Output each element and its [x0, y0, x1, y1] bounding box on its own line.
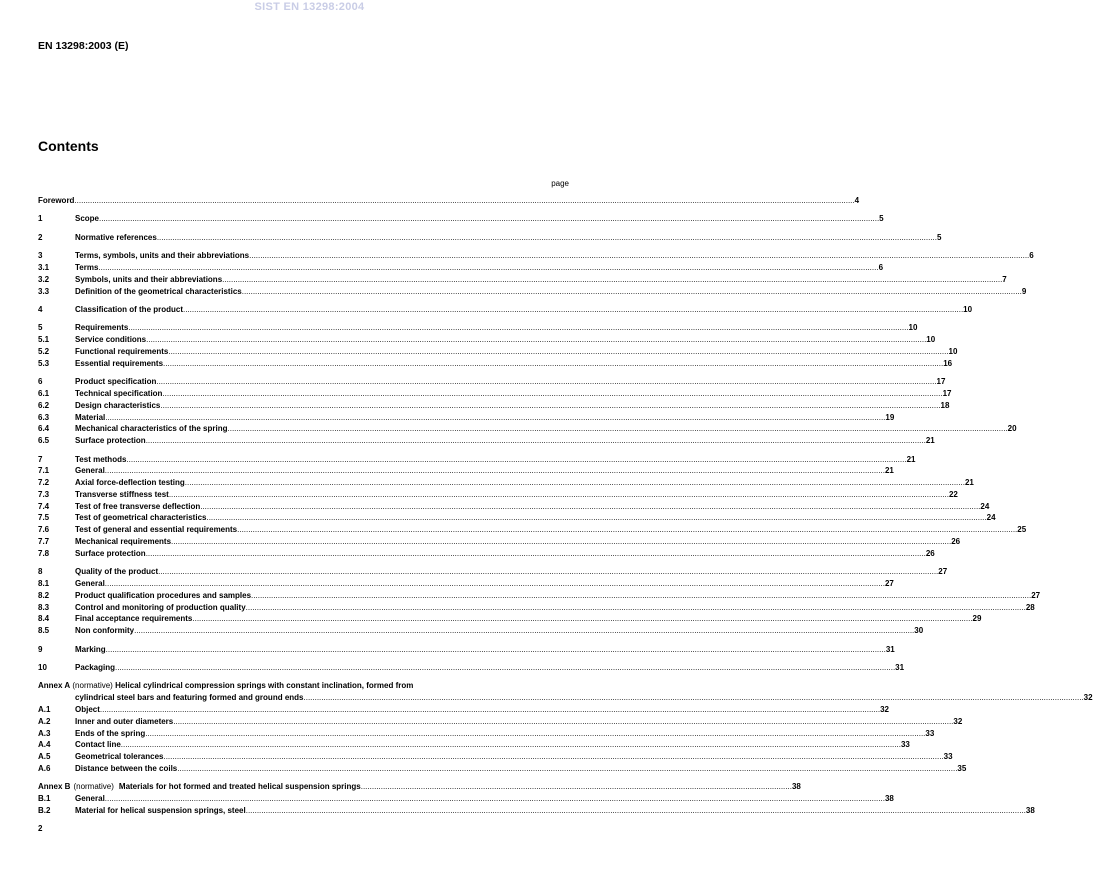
- toc-entry-number: 8.5: [38, 626, 50, 636]
- leader-dots: [105, 793, 885, 805]
- toc-entry[interactable]: [38, 716, 963, 728]
- toc-entry-page: 30: [914, 626, 924, 636]
- toc-entry-page: 38: [884, 794, 894, 804]
- leader-dots: [185, 477, 965, 489]
- leader-dots: [145, 728, 925, 740]
- toc-entry-number: 7.8: [38, 548, 50, 558]
- toc-entry-page: 33: [900, 740, 910, 750]
- contents-title: Contents: [38, 138, 99, 154]
- toc-entry-number: A.2: [38, 716, 51, 726]
- toc-entry-page: 21: [925, 436, 935, 446]
- leader-dots: [157, 232, 937, 244]
- toc-entry[interactable]: [38, 625, 924, 637]
- toc-entry[interactable]: [38, 692, 1093, 704]
- annex-a-normative: (normative): [72, 681, 113, 691]
- toc-entry-title: Normative references: [75, 232, 157, 242]
- toc-entry-number: 7.4: [38, 501, 50, 511]
- toc-entry-title: Technical specification: [75, 388, 163, 398]
- toc-entry[interactable]: [38, 704, 889, 716]
- toc-entry-page: 10: [926, 335, 936, 345]
- toc-entry-title: Service conditions: [75, 335, 147, 345]
- leader-dots: [74, 195, 854, 207]
- toc-entry-title: Control and monitoring of production quality: [75, 602, 246, 612]
- toc-entry-number: 6.3: [38, 412, 50, 422]
- toc-entry-number: 6.2: [38, 400, 50, 410]
- leader-dots: [106, 644, 886, 656]
- toc-entry-title: General: [75, 579, 105, 589]
- toc-entry-number: 8: [38, 567, 43, 577]
- toc-entry[interactable]: [38, 250, 1034, 262]
- toc-entry[interactable]: [38, 388, 952, 400]
- toc-entry-title: Material: [75, 412, 106, 422]
- toc-entry[interactable]: [38, 793, 894, 805]
- toc-entry-title: Terms, symbols, units and their abbreviations: [75, 251, 250, 261]
- toc-entry[interactable]: [38, 512, 996, 524]
- toc-entry-title: Foreword: [38, 196, 75, 205]
- toc-entry-title: General: [75, 794, 105, 804]
- annex-b-heading[interactable]: [38, 781, 801, 793]
- toc-entry-title: Object: [75, 705, 100, 715]
- toc-entry-title: Distance between the coils: [75, 764, 178, 773]
- toc-entry-title: Geometrical tolerances: [75, 752, 164, 762]
- toc-entry[interactable]: [38, 613, 982, 625]
- leader-dots: [249, 250, 1029, 262]
- toc-entry-title: Packaging: [75, 663, 116, 673]
- table-of-contents: [38, 195, 1093, 817]
- toc-entry-page: 26: [925, 548, 935, 558]
- toc-entry[interactable]: [38, 454, 916, 466]
- toc-entry-number: 10: [38, 663, 47, 673]
- toc-entry-page: 21: [884, 466, 894, 476]
- toc-entry[interactable]: [38, 501, 990, 513]
- toc-entry-number: 6: [38, 377, 43, 387]
- annex-b-title: Materials for hot formed and treated helical suspension springs: [118, 782, 361, 792]
- leader-dots: [237, 524, 1017, 536]
- toc-entry-page: 27: [938, 567, 948, 577]
- leader-dots: [183, 304, 963, 316]
- leader-dots: [163, 751, 943, 763]
- toc-entry-page: 32: [880, 705, 889, 715]
- leader-dots: [206, 512, 986, 524]
- toc-entry-number: 6.1: [38, 388, 50, 398]
- toc-entry-number: 6.4: [38, 424, 50, 434]
- toc-entry-number: 7.6: [38, 525, 50, 535]
- toc-entry-number: 3: [38, 251, 43, 261]
- toc-entry-title: Product qualification procedures and samples: [75, 590, 252, 600]
- toc-entry-title: Classification of the product: [75, 304, 184, 314]
- toc-entry-title: Design characteristics: [75, 400, 161, 410]
- leader-dots: [121, 739, 901, 751]
- toc-entry-page: 21: [964, 478, 974, 488]
- toc-entry[interactable]: [38, 400, 950, 412]
- annex-a-page: 32: [1083, 693, 1093, 703]
- leader-dots: [158, 566, 938, 578]
- leader-dots: [146, 435, 926, 447]
- leader-dots: [160, 400, 940, 412]
- toc-entry-number: 3.3: [38, 286, 50, 296]
- toc-entry[interactable]: [38, 644, 895, 656]
- toc-entry-number: 4: [38, 304, 43, 314]
- toc-entry-page: 24: [986, 513, 996, 523]
- toc-entry-title: Test of free transverse deflection: [75, 501, 201, 511]
- toc-entry-page: 33: [943, 752, 953, 762]
- leader-dots: [251, 590, 1031, 602]
- toc-entry-page: 10: [948, 346, 958, 356]
- toc-entry-title: General: [75, 466, 105, 476]
- toc-entry-number: 3.2: [38, 274, 50, 284]
- leader-dots: [99, 213, 879, 225]
- toc-entry[interactable]: [38, 358, 953, 370]
- toc-entry-number: 6.5: [38, 436, 50, 446]
- leader-dots: [134, 625, 914, 637]
- toc-entry[interactable]: [38, 304, 973, 316]
- toc-entry-title: Product specification: [75, 377, 157, 387]
- toc-entry[interactable]: [38, 376, 946, 388]
- toc-entry-title: Test methods: [75, 454, 127, 464]
- toc-entry-page: 29: [972, 614, 982, 624]
- annex-a-title-line1[interactable]: Helical cylindrical compression springs with constant inclination, formed from: [115, 681, 414, 691]
- toc-entry-page: 5: [936, 232, 942, 242]
- toc-entry[interactable]: [38, 602, 1035, 614]
- toc-entry-title: Contact line: [75, 740, 121, 750]
- toc-entry-number: 2: [38, 232, 43, 242]
- toc-entry-number: A.3: [38, 728, 51, 738]
- toc-entry-page: 16: [943, 358, 953, 368]
- toc-entry-page: 9: [1021, 286, 1027, 296]
- toc-entry-title: Material for helical suspension springs, steel: [75, 805, 246, 815]
- leader-dots: [246, 602, 1026, 614]
- toc-entry-number: 8.2: [38, 590, 50, 600]
- toc-entry-number: 8.1: [38, 579, 50, 589]
- leader-dots: [115, 662, 895, 674]
- toc-entry-page: 22: [948, 489, 958, 499]
- leader-dots: [242, 286, 1022, 298]
- toc-entry-page: 25: [1017, 525, 1027, 535]
- leader-dots: [171, 536, 951, 548]
- leader-dots: [163, 358, 943, 370]
- toc-entry-page: 20: [1007, 424, 1017, 434]
- toc-entry-page: 33: [925, 728, 935, 738]
- leader-dots: [128, 322, 908, 334]
- leader-dots: [304, 692, 1084, 704]
- toc-entry[interactable]: [38, 262, 884, 274]
- toc-entry[interactable]: [38, 334, 936, 346]
- toc-entry-page: 24: [980, 501, 990, 511]
- toc-entry-number: 7.3: [38, 489, 50, 499]
- toc-entry-title: Non conformity: [75, 626, 135, 636]
- toc-entry-title: Requirements: [75, 323, 129, 333]
- toc-entry[interactable]: [38, 213, 884, 225]
- toc-entry-page: 27: [1031, 590, 1041, 600]
- toc-entry-page: 10: [908, 323, 918, 333]
- toc-entry-number: 8.4: [38, 614, 50, 624]
- toc-entry-number: 8.3: [38, 602, 50, 612]
- toc-entry-title: Inner and outer diameters: [75, 716, 174, 726]
- toc-entry[interactable]: [38, 423, 1017, 435]
- toc-entry-number: 7: [38, 454, 43, 464]
- toc-entry-page: 18: [940, 400, 950, 410]
- toc-entry-page: 21: [906, 454, 916, 464]
- toc-entry-page: 17: [936, 377, 946, 387]
- leader-dots: [162, 388, 942, 400]
- toc-entry[interactable]: [38, 578, 894, 590]
- leader-dots: [246, 805, 1026, 817]
- annex-a-heading: [38, 680, 569, 692]
- toc-entry-title: Ends of the spring: [75, 728, 146, 738]
- toc-entry[interactable]: [38, 728, 935, 740]
- toc-entry-page: 7: [1002, 274, 1007, 284]
- leader-dots: [173, 716, 953, 728]
- toc-entry-title: Final acceptance requirements: [75, 614, 193, 624]
- toc-entry-number: 5: [38, 323, 43, 333]
- toc-entry-page: 31: [885, 644, 895, 654]
- leader-dots: [98, 262, 878, 274]
- toc-entry-title: Definition of the geometrical characteristics: [75, 286, 242, 296]
- toc-entry-title: Axial force-deflection testing: [75, 478, 185, 488]
- toc-entry-number: A.4: [38, 740, 51, 750]
- toc-entry-page: 35: [957, 764, 967, 773]
- toc-entry[interactable]: [38, 751, 953, 763]
- toc-entry-title: Mechanical characteristics of the spring: [75, 424, 228, 434]
- page-column-label: page: [551, 179, 569, 188]
- leader-dots: [222, 274, 1002, 286]
- annex-a-title-line2: cylindrical steel bars and featuring formed and ground ends: [75, 693, 304, 703]
- toc-entry[interactable]: [38, 524, 1027, 536]
- leader-dots: [105, 412, 885, 424]
- leader-dots: [105, 578, 885, 590]
- watermark: SIST EN 13298:2004: [254, 1, 365, 13]
- toc-entry-page: 17: [942, 388, 952, 398]
- toc-entry-title: Mechanical requirements: [75, 537, 172, 547]
- leader-dots: [146, 548, 926, 560]
- annex-b-label: Annex B: [38, 782, 71, 792]
- toc-entry-page: 6: [1029, 251, 1034, 261]
- toc-entry-number: 7.1: [38, 466, 50, 476]
- toc-entry-page: 31: [895, 663, 905, 673]
- toc-entry[interactable]: [38, 548, 935, 560]
- toc-entry-number: B.1: [38, 794, 51, 804]
- toc-entry-title: Test of geometrical characteristics: [75, 513, 207, 523]
- toc-entry[interactable]: [38, 662, 905, 674]
- leader-dots: [168, 346, 948, 358]
- page-number: 2: [38, 824, 43, 833]
- toc-entry[interactable]: [38, 346, 958, 358]
- toc-main-entries: [38, 195, 1041, 674]
- toc-entry-title: Functional requirements: [75, 346, 169, 356]
- toc-entry-page: 10: [963, 304, 973, 314]
- toc-entry-number: 5.1: [38, 335, 50, 345]
- annex-b-entries: [38, 793, 1035, 817]
- toc-entry-number: 9: [38, 644, 43, 654]
- toc-entry[interactable]: [38, 590, 1041, 602]
- toc-entry-number: A.1: [38, 705, 51, 715]
- annex-b-normative: (normative): [73, 782, 114, 792]
- document-id: EN 13298:2003 (E): [38, 40, 129, 52]
- toc-entry-number: A.5: [38, 752, 51, 762]
- toc-entry[interactable]: [38, 763, 967, 775]
- toc-entry[interactable]: [38, 232, 942, 244]
- annex-a-entries: [38, 704, 967, 775]
- leader-dots: [146, 334, 926, 346]
- leader-dots: [156, 376, 936, 388]
- toc-entry-title: Surface protection: [75, 548, 146, 558]
- toc-entry[interactable]: [38, 195, 860, 207]
- annex-a-label: Annex A: [38, 681, 71, 691]
- toc-entry-number: 3.1: [38, 262, 50, 272]
- toc-entry-number: A.6: [38, 764, 51, 773]
- toc-entry[interactable]: [38, 477, 974, 489]
- toc-entry[interactable]: [38, 489, 958, 501]
- leader-dots: [200, 501, 980, 513]
- toc-entry[interactable]: [38, 566, 948, 578]
- leader-dots: [177, 763, 957, 775]
- toc-entry-page: 27: [884, 579, 894, 589]
- toc-entry[interactable]: [38, 274, 1007, 286]
- leader-dots: [169, 489, 949, 501]
- toc-entry[interactable]: [38, 805, 1035, 817]
- toc-entry-title: Surface protection: [75, 436, 146, 446]
- toc-entry-page: 26: [951, 537, 961, 547]
- leader-dots: [126, 454, 906, 466]
- toc-entry-title: Symbols, units and their abbreviations: [75, 274, 223, 284]
- toc-entry-page: 38: [1025, 805, 1035, 815]
- toc-entry-number: 7.2: [38, 478, 50, 488]
- toc-entry[interactable]: [38, 536, 961, 548]
- toc-entry-number: 7.5: [38, 513, 50, 523]
- leader-dots: [105, 465, 885, 477]
- leader-dots: [228, 423, 1008, 435]
- toc-entry[interactable]: [38, 465, 894, 477]
- annex-b-page: 38: [791, 782, 801, 792]
- toc-entry[interactable]: [38, 739, 910, 751]
- leader-dots: [100, 704, 880, 716]
- toc-entry-number: 7.7: [38, 537, 50, 547]
- toc-entry[interactable]: [38, 286, 1027, 298]
- toc-entry-number: 5.3: [38, 358, 50, 368]
- toc-entry-title: Marking: [75, 644, 106, 654]
- toc-entry-title: Terms: [75, 262, 99, 272]
- toc-entry-number: 1: [38, 214, 43, 224]
- toc-entry[interactable]: [38, 435, 935, 447]
- toc-entry-title: Quality of the product: [75, 567, 159, 577]
- toc-entry-title: Transverse stiffness test: [75, 489, 169, 499]
- toc-entry-page: 32: [953, 716, 963, 726]
- toc-entry-number: B.2: [38, 805, 51, 815]
- toc-entry-page: 28: [1025, 602, 1035, 612]
- toc-entry-page: 4: [854, 196, 860, 205]
- toc-entry-title: Scope: [75, 214, 100, 224]
- toc-entry-number: 5.2: [38, 346, 50, 356]
- toc-entry-title: Essential requirements: [75, 358, 164, 368]
- toc-entry-title: Test of general and essential requirements: [75, 525, 238, 535]
- leader-dots: [192, 613, 972, 625]
- leader-dots: ..................................................................................................................................................................................................: [360, 782, 792, 792]
- toc-entry-page: 5: [879, 214, 884, 224]
- toc-entry[interactable]: [38, 322, 918, 334]
- toc-entry[interactable]: [38, 412, 895, 424]
- toc-entry-page: 19: [885, 412, 895, 422]
- toc-entry-page: 6: [878, 262, 884, 272]
